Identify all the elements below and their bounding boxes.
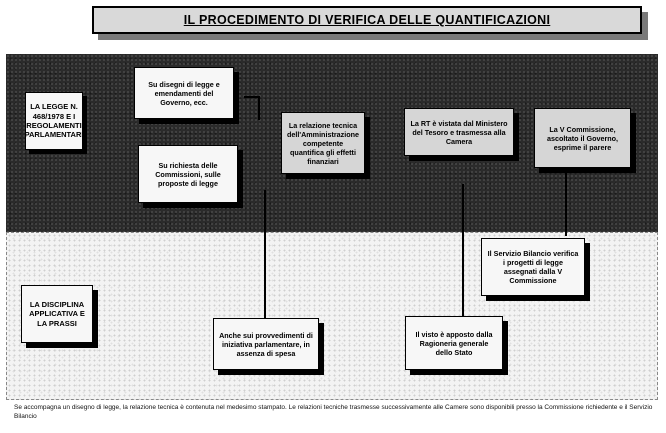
box-relazione-tecnica: La relazione tecnica dell'Amministrazione competente quantifica gli effetti finanziari [281,112,365,174]
connector-line [258,96,260,120]
connector-line [244,96,260,98]
box-la-legge: LA LEGGE N. 468/1978 E I REGOLAMENTI PARLAMENTARI [25,92,83,150]
connector-line [462,184,464,318]
box-rt-vistata: La RT è vistata dal Ministero del Tesoro e trasmessa alla Camera [404,108,514,156]
footer-note: Se accompagna un disegno di legge, la relazione tecnica è contenuta nel medesimo stampato. Le relazioni tecniche trasmesse successivamente alle Camere sono disponibili presso la Commissione richiedente e il Servizio Bilancio [14,404,653,420]
box-visto-ragioneria: Il visto è apposto dalla Ragioneria generale dello Stato [405,316,503,370]
box-provvedimenti-parlamentari: Anche sui provvedimenti di iniziativa parlamentare, in assenza di spesa [213,318,319,370]
box-disciplina-applicativa: LA DISCIPLINA APPLICATIVA E LA PRASSI [21,285,93,343]
connector-line [264,190,266,330]
connector-line [565,170,567,236]
box-servizio-bilancio: Il Servizio Bilancio verifica i progetti di legge assegnati dalla V Commissione [481,238,585,296]
box-disegni-di-legge: Su disegni di legge e emendamenti del Governo, ecc. [134,67,234,119]
box-v-commissione: La V Commissione, ascoltato il Governo, esprime il parere [534,108,631,168]
page-title: IL PROCEDIMENTO DI VERIFICA DELLE QUANTIFICAZIONI [92,6,642,34]
box-richiesta-commissioni: Su richiesta delle Commissioni, sulle proposte di legge [138,145,238,203]
